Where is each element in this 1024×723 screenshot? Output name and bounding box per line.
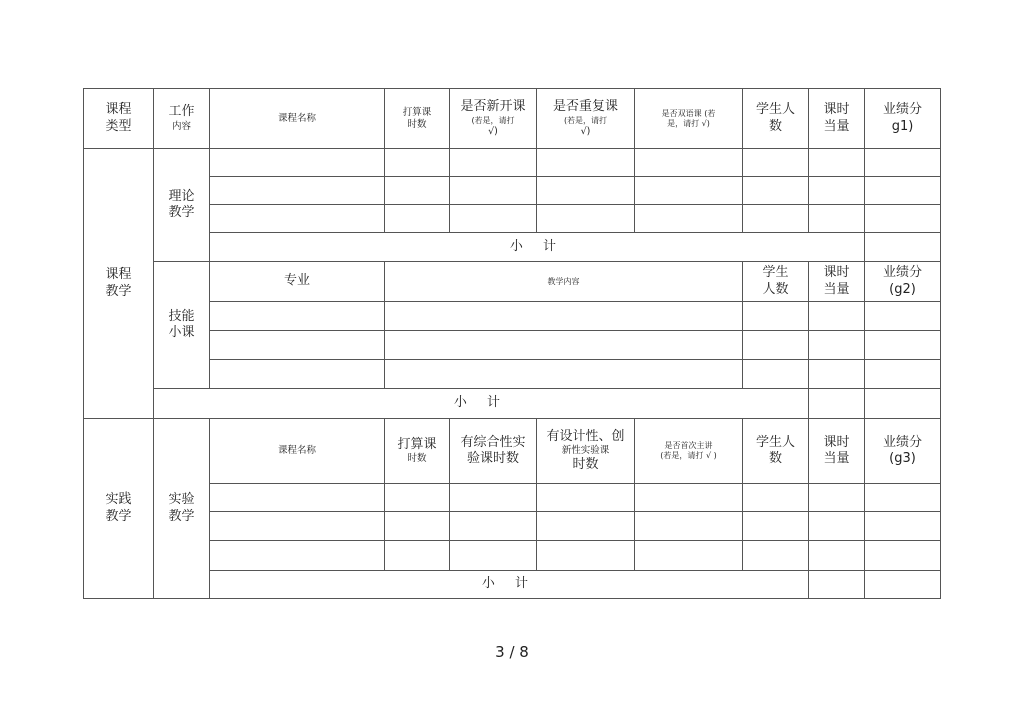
table-row	[84, 177, 941, 205]
header-students: 学生人 数	[743, 89, 809, 149]
table-cell[interactable]	[865, 360, 941, 389]
table-cell[interactable]	[635, 541, 743, 571]
table-cell[interactable]	[450, 512, 537, 541]
table-row	[84, 541, 941, 571]
table-cell[interactable]	[635, 177, 743, 205]
table-cell[interactable]	[537, 205, 635, 233]
header-major: 专业	[210, 262, 385, 302]
table-cell[interactable]	[865, 149, 941, 177]
table-cell[interactable]	[210, 484, 385, 512]
table-cell[interactable]	[743, 205, 809, 233]
table-cell[interactable]	[210, 205, 385, 233]
table-cell[interactable]	[450, 484, 537, 512]
table-cell[interactable]	[210, 302, 385, 331]
table-cell[interactable]	[865, 302, 941, 331]
header-comprehensive-exp: 有综合性实 验课时数	[450, 419, 537, 484]
table-cell[interactable]	[743, 331, 809, 360]
table-row	[84, 331, 941, 360]
table-cell[interactable]	[809, 302, 865, 331]
table-cell[interactable]	[809, 512, 865, 541]
table-cell[interactable]	[537, 512, 635, 541]
table-cell[interactable]	[210, 360, 385, 389]
table-cell[interactable]	[809, 389, 865, 419]
table-cell[interactable]	[809, 571, 865, 599]
table-cell[interactable]	[210, 541, 385, 571]
header-practice-students: 学生人 数	[743, 419, 809, 484]
table-cell[interactable]	[809, 541, 865, 571]
subtotal-row	[84, 233, 941, 262]
table-cell[interactable]	[385, 360, 743, 389]
header-first-lecture: 是否首次主讲 (若是，请打 √ )	[635, 419, 743, 484]
header-bilingual: 是否双语课 (若 是，请打 √)	[635, 89, 743, 149]
table-cell[interactable]	[450, 149, 537, 177]
table-cell[interactable]	[210, 177, 385, 205]
experiment-teaching-label: 实验 教学	[154, 419, 210, 599]
table-cell[interactable]	[865, 389, 941, 419]
table-cell[interactable]	[537, 541, 635, 571]
subtotal-label: 小 计	[210, 571, 809, 599]
table-cell[interactable]	[743, 512, 809, 541]
table-cell[interactable]	[385, 512, 450, 541]
table-cell[interactable]	[635, 205, 743, 233]
table-cell[interactable]	[635, 149, 743, 177]
table-cell[interactable]	[865, 541, 941, 571]
page-number: 3 / 8	[495, 643, 529, 661]
skill-header-row	[84, 262, 941, 302]
table-cell[interactable]	[809, 360, 865, 389]
header-skill-students: 学生 人数	[743, 262, 809, 302]
table-cell[interactable]	[809, 205, 865, 233]
practice-teaching-label: 实践 教学	[84, 419, 154, 599]
table-cell[interactable]	[809, 484, 865, 512]
header-skill-score: 业绩分 (g2)	[865, 262, 941, 302]
header-teaching-content: 教学内容	[385, 262, 743, 302]
table-cell[interactable]	[865, 205, 941, 233]
practice-header-row	[84, 419, 941, 484]
table-cell[interactable]	[450, 205, 537, 233]
table-cell[interactable]	[385, 177, 450, 205]
table-cell[interactable]	[537, 484, 635, 512]
table-cell[interactable]	[865, 571, 941, 599]
table-cell[interactable]	[385, 149, 450, 177]
table-cell[interactable]	[743, 484, 809, 512]
table-cell[interactable]	[385, 541, 450, 571]
course-teaching-label: 课程 教学	[84, 149, 154, 419]
table-cell[interactable]	[809, 177, 865, 205]
table-cell[interactable]	[385, 302, 743, 331]
subtotal-row	[84, 571, 941, 599]
table-cell[interactable]	[385, 484, 450, 512]
header-repeat-course: 是否重复课 (若是，请打 √)	[537, 89, 635, 149]
table-cell[interactable]	[537, 177, 635, 205]
table-cell[interactable]	[385, 331, 743, 360]
table-cell[interactable]	[537, 149, 635, 177]
header-course-name: 课程名称	[210, 89, 385, 149]
table-cell[interactable]	[635, 484, 743, 512]
table-row	[84, 512, 941, 541]
table-row	[84, 149, 941, 177]
table-cell[interactable]	[865, 233, 941, 262]
table-cell[interactable]	[865, 331, 941, 360]
table-row	[84, 205, 941, 233]
table-cell[interactable]	[809, 331, 865, 360]
table-cell[interactable]	[385, 205, 450, 233]
header-practice-course-name: 课程名称	[210, 419, 385, 484]
table-cell[interactable]	[743, 302, 809, 331]
table-row	[84, 484, 941, 512]
subtotal-label: 小 计	[154, 389, 809, 419]
table-cell[interactable]	[450, 177, 537, 205]
theory-teaching-label: 理论 教学	[154, 149, 210, 262]
table-row	[84, 302, 941, 331]
header-design-exp: 有设计性、创 新性实验课 时数	[537, 419, 635, 484]
header-course-type: 课程 类型	[84, 89, 154, 149]
table-cell[interactable]	[743, 149, 809, 177]
header-hour-equiv: 课时 当量	[809, 89, 865, 149]
header-practice-score: 业绩分 (g3)	[865, 419, 941, 484]
table-cell[interactable]	[635, 512, 743, 541]
header-score: 业绩分 g1)	[865, 89, 941, 149]
workload-table	[83, 88, 941, 599]
table-row	[84, 360, 941, 389]
skill-class-label: 技能 小课	[154, 262, 210, 389]
subtotal-row	[84, 389, 941, 419]
header-class-hours: 打算课 时数	[385, 89, 450, 149]
header-skill-hour-equiv: 课时 当量	[809, 262, 865, 302]
header-row	[84, 89, 941, 149]
table-cell[interactable]	[865, 484, 941, 512]
table-cell[interactable]	[210, 512, 385, 541]
header-practice-class-hours: 打算课 时数	[385, 419, 450, 484]
header-work-content: 工作 内容	[154, 89, 210, 149]
table-cell[interactable]	[743, 541, 809, 571]
table-cell[interactable]	[809, 149, 865, 177]
table-cell[interactable]	[210, 331, 385, 360]
header-practice-hour-equiv: 课时 当量	[809, 419, 865, 484]
header-new-course: 是否新开课 (若是，请打 √)	[450, 89, 537, 149]
subtotal-label: 小 计	[210, 233, 865, 262]
table-cell[interactable]	[743, 360, 809, 389]
table-cell[interactable]	[865, 512, 941, 541]
table-cell[interactable]	[210, 149, 385, 177]
table-cell[interactable]	[450, 541, 537, 571]
table-cell[interactable]	[865, 177, 941, 205]
table-cell[interactable]	[743, 177, 809, 205]
